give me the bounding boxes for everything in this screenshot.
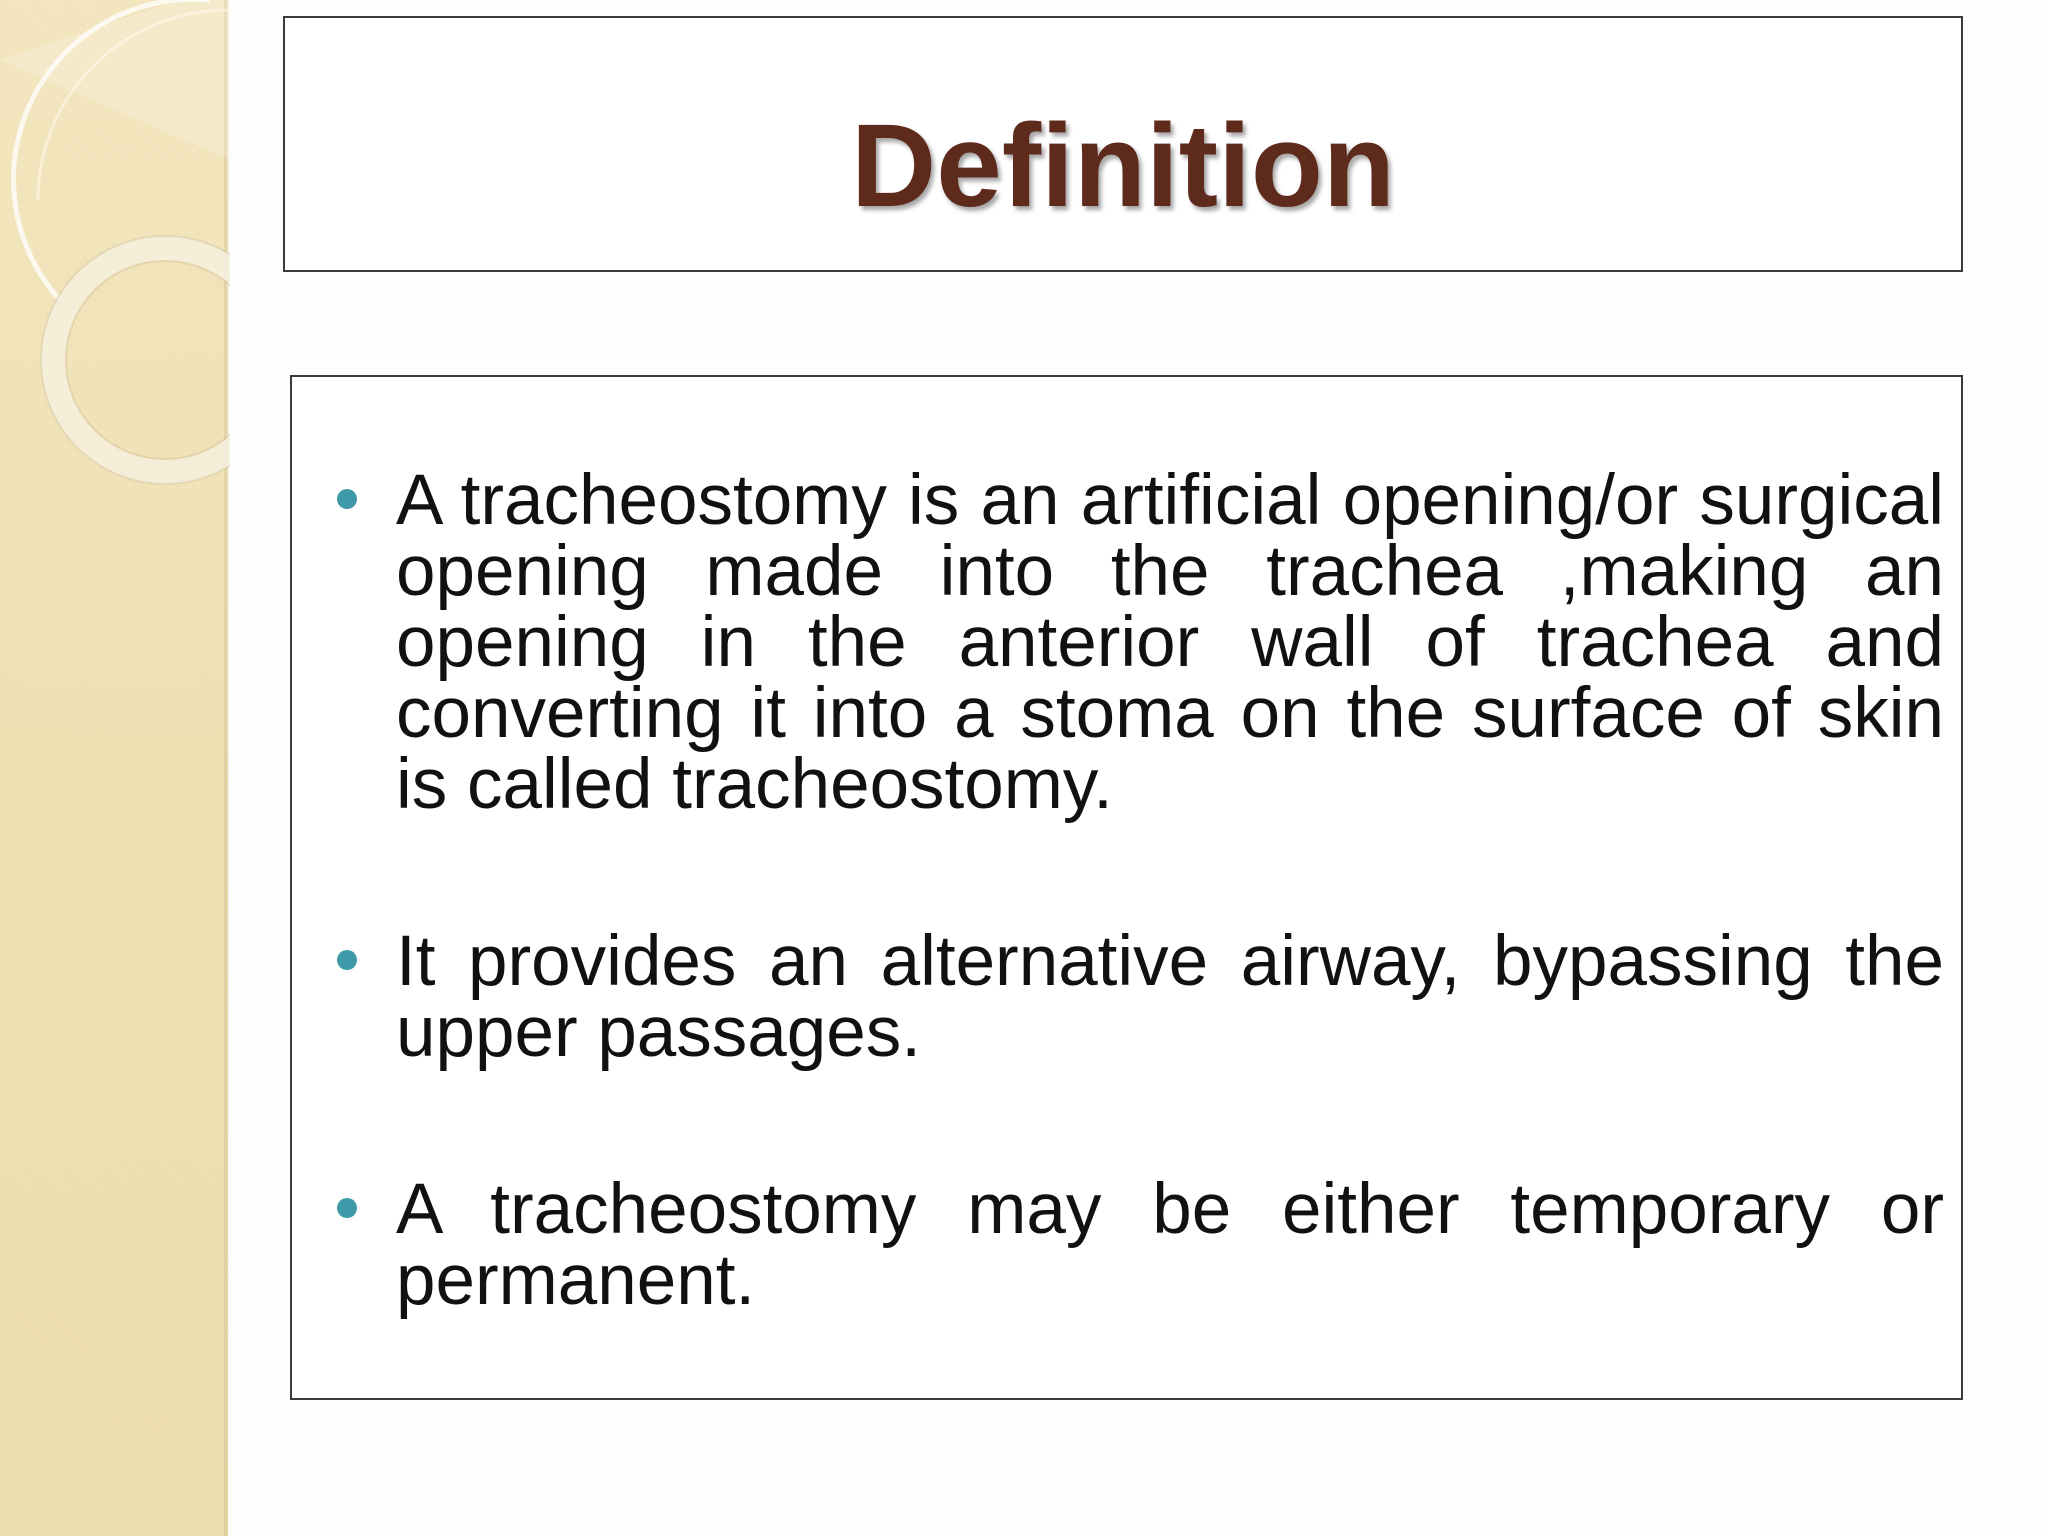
bullet-marker-icon [337,1198,357,1218]
bullet-text: A tracheostomy is an artificial opening/or surgical opening made into the trachea ,making an opening in the anterior wall of trachea and converting it into a stoma on the surface of skin is called tracheostomy. [396,461,1944,824]
title-box [283,16,1963,272]
rings-ornament-icon [0,0,230,520]
content-box [290,375,1963,1400]
bullet-marker-icon [337,950,357,970]
bullet-text: It provides an alternative airway, bypassing the upper passages. [396,922,1944,1072]
slide-title: Definition [850,100,1396,232]
bullet-list [396,461,1944,1320]
bullet-item [396,922,1944,1072]
bullet-marker-icon [337,489,357,509]
bullet-item [396,461,1944,824]
bullet-text: A tracheostomy may be either temporary or permanent. [396,1170,1944,1320]
bullet-item [396,1170,1944,1320]
